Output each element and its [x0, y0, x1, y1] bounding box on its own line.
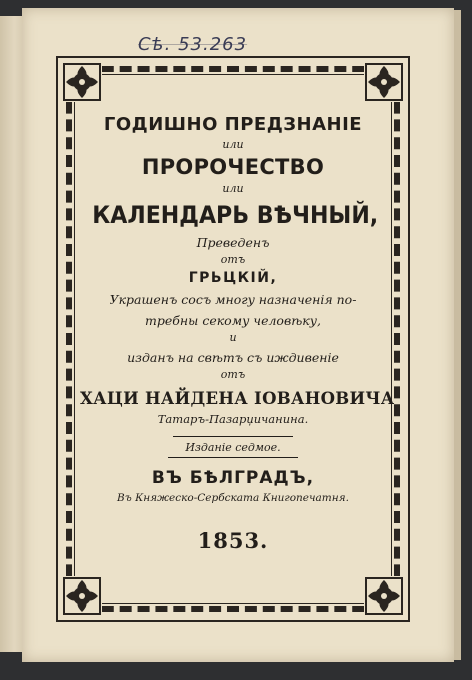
press-line: Въ Княжеско-Сербската Книгопечатня.	[117, 492, 349, 504]
conjunction-or-1: или	[222, 138, 244, 151]
conjunction-or-2: или	[222, 182, 244, 195]
title-line-3: КАЛЕНДАРЬ ВѢЧНЫЙ,	[92, 201, 379, 229]
from-label-2: отъ	[220, 368, 246, 381]
title-line-1: ГОДИШНО ПРЕДЗНАНІЕ	[103, 114, 363, 135]
divider	[173, 436, 293, 437]
corner-ornament-icon	[62, 62, 102, 102]
corner-ornament-icon	[364, 62, 404, 102]
corner-ornament-icon	[364, 576, 404, 616]
source-language: ГРЬЦКІЙ,	[188, 270, 278, 286]
publication-year: 1853.	[197, 528, 269, 553]
city-line: ВЪ БѢЛГРАДЪ,	[151, 468, 315, 488]
divider	[168, 457, 298, 458]
publisher-name: ХАЦИ НАЙДЕНА ІОВАНОВИЧА	[80, 389, 395, 408]
translated-label: Преведенъ	[196, 235, 270, 250]
handwritten-shelfmark: Сѣ. 53.263	[138, 34, 248, 55]
title-line-2: ПРОРОЧЕСТВО	[141, 155, 325, 179]
conjunction-and: и	[229, 331, 237, 344]
description-line-2: требны секому человѣку,	[145, 313, 321, 328]
from-label-1: отъ	[220, 253, 246, 266]
edition-label: Изданіе седмое.	[185, 441, 281, 454]
corner-ornament-icon	[62, 576, 102, 616]
title-page-text	[80, 106, 395, 553]
description-line-1: Украшенъ сосъ многу назначенія по-	[109, 292, 357, 307]
published-line: изданъ на свѣтъ съ иждивеніе	[127, 350, 339, 365]
publisher-origin: Татаръ-Пазарџичанина.	[157, 412, 309, 426]
